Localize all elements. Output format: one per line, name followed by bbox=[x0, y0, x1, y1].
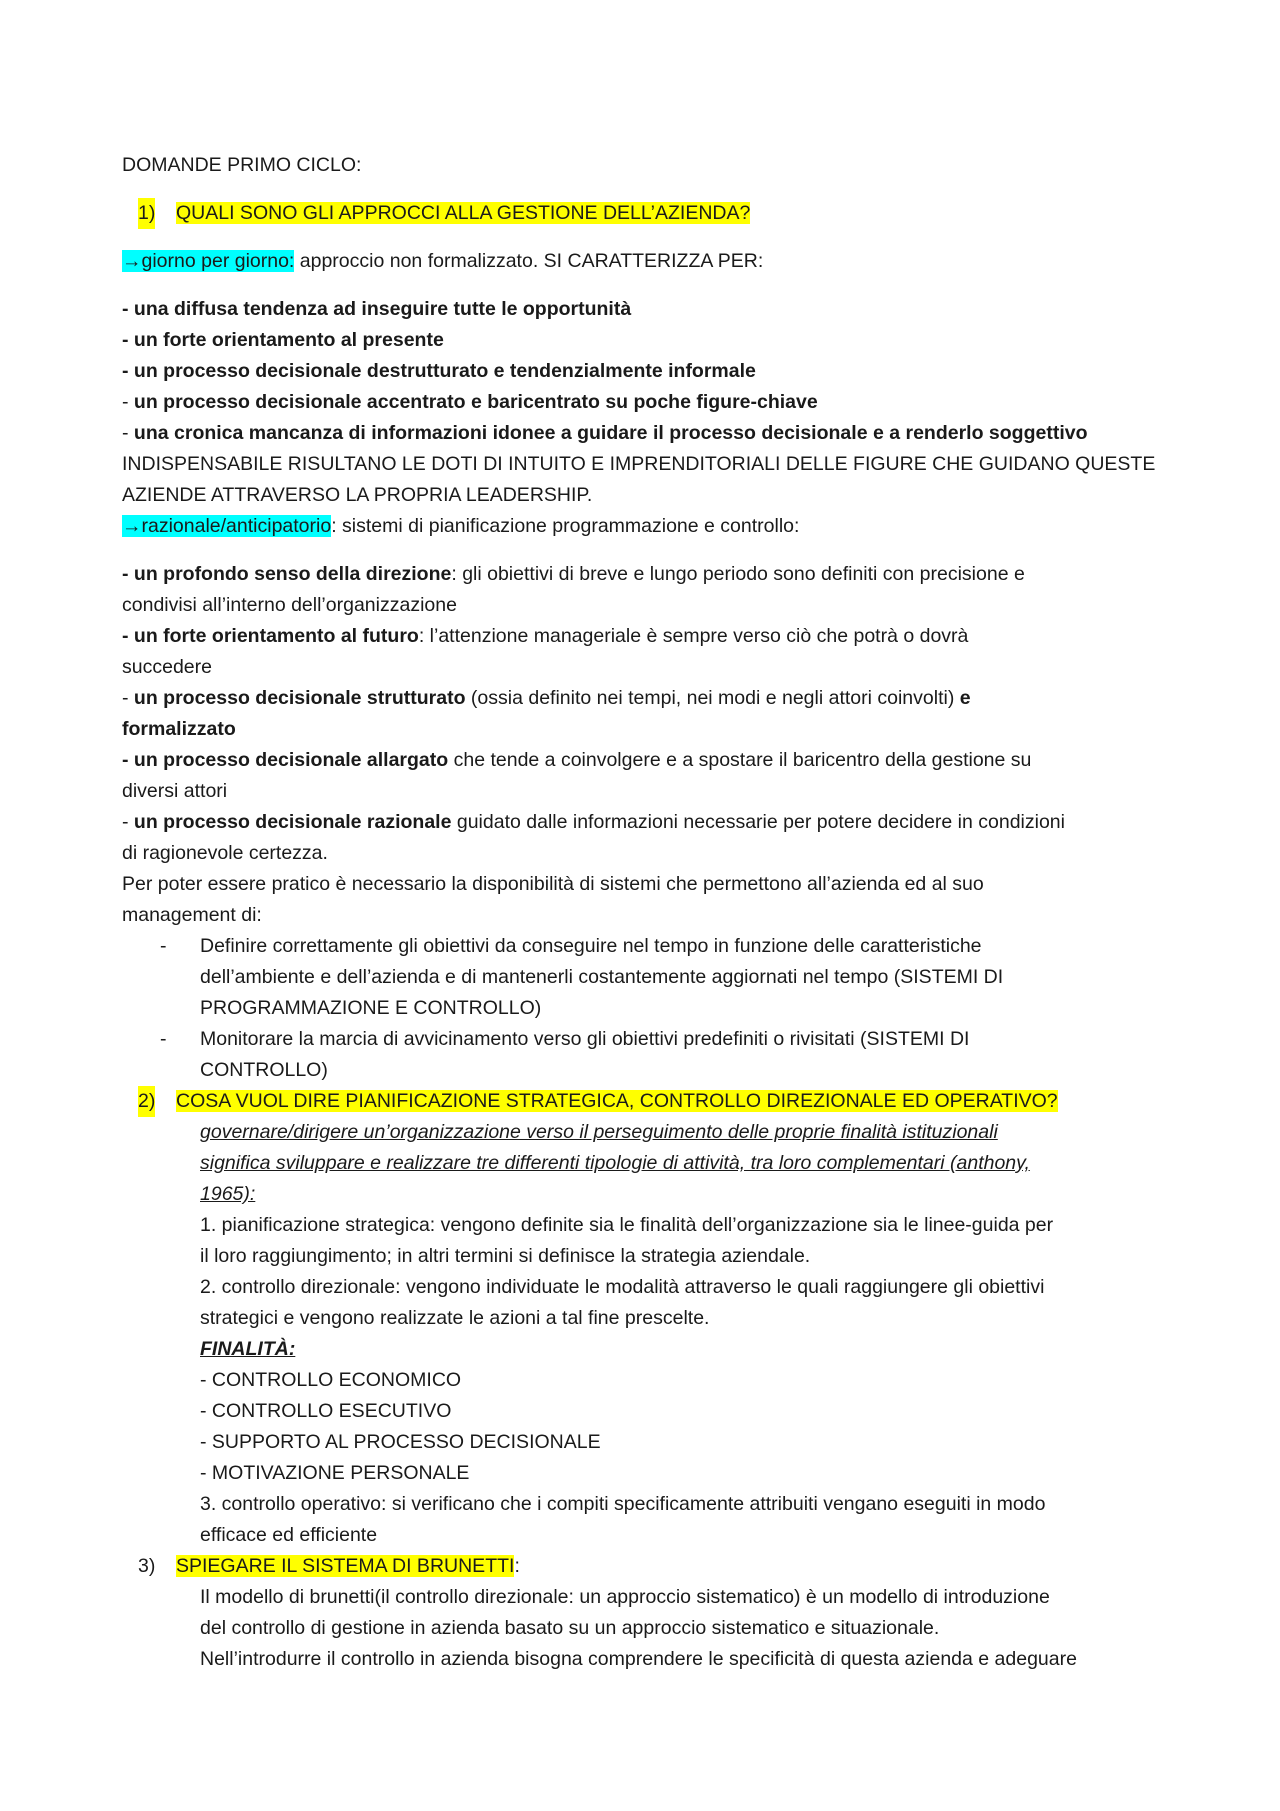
dash-bullet: - bbox=[160, 935, 167, 957]
question-3-heading bbox=[122, 1551, 1162, 1582]
q2-intro-line: 1965): bbox=[200, 1183, 256, 1205]
dash-item bbox=[122, 931, 1162, 962]
finalita-heading: FINALITÀ: bbox=[200, 1338, 296, 1360]
finalita-item: - MOTIVAZIONE PERSONALE bbox=[200, 1462, 470, 1484]
approach-day-by-day-label: →giorno per giorno: bbox=[122, 250, 295, 272]
q2-point-1-cont: il loro raggiungimento; in altri termini si definisce la strategia aziendale. bbox=[200, 1245, 811, 1267]
conclusion-line: INDISPENSABILE RISULTANO LE DOTI DI INTUITO E IMPRENDITORIALI DELLE FIGURE CHE GUIDANO QUESTE bbox=[122, 453, 1156, 475]
q3-body-line: del controllo di gestione in azienda basato su un approccio sistematico e situazionale. bbox=[200, 1617, 940, 1639]
list-item-text: una cronica mancanza di informazioni idonee a guidare il processo decisionale e a renderlo soggettivo bbox=[133, 422, 1088, 444]
paragraph-line: Per poter essere pratico è necessario la disponibilità di sistemi che permettono all’azienda ed al suo bbox=[122, 873, 984, 895]
list-item-continuation: di ragionevole certezza. bbox=[122, 842, 328, 864]
document-page bbox=[122, 150, 1162, 1675]
question-2-heading bbox=[122, 1086, 1162, 1117]
list-item-bold: - un forte orientamento al futuro bbox=[122, 625, 419, 647]
question-3-colon: : bbox=[514, 1555, 520, 1577]
list-item bbox=[122, 745, 1162, 776]
question-2-title: COSA VUOL DIRE PIANIFICAZIONE STRATEGICA, CONTROLLO DIREZIONALE ED OPERATIVO? bbox=[176, 1090, 1058, 1112]
approach-day-by-day-text: approccio non formalizzato. SI CARATTERIZZA PER: bbox=[294, 250, 764, 272]
list-item-text: guidato dalle informazioni necessarie per potere decidere in condizioni bbox=[451, 811, 1065, 833]
dash-bullet: - bbox=[160, 1028, 167, 1050]
doc-title: DOMANDE PRIMO CICLO: bbox=[122, 154, 362, 176]
question-1-number: 1) bbox=[138, 198, 155, 229]
dash-item-text: Definire correttamente gli obiettivi da conseguire nel tempo in funzione delle caratteristiche bbox=[200, 935, 982, 957]
q2-point-1: 1. pianificazione strategica: vengono definite sia le finalità dell’organizzazione sia le linee-guida per bbox=[200, 1214, 1054, 1236]
approach-day-by-day bbox=[122, 246, 1162, 277]
list-item-text: che tende a coinvolgere e a spostare il baricentro della gestione su bbox=[448, 749, 1032, 771]
question-1-heading bbox=[122, 198, 1162, 229]
list-item-bold: e bbox=[959, 687, 971, 709]
q3-body-line: Il modello di brunetti(il controllo direzionale: un approccio sistematico) è un modello di introduzione bbox=[200, 1586, 1050, 1608]
list-item: - un forte orientamento al presente bbox=[122, 329, 444, 351]
dash-item-continuation: PROGRAMMAZIONE E CONTROLLO) bbox=[200, 997, 542, 1019]
list-item-continuation: diversi attori bbox=[122, 780, 228, 802]
q3-body-line: Nell’introdurre il controllo in azienda bisogna comprendere le specificità di questa azienda e adeguare bbox=[200, 1648, 1077, 1670]
list-item-bold: - un profondo senso della direzione bbox=[122, 563, 452, 585]
list-item: - una diffusa tendenza ad inseguire tutte le opportunità bbox=[122, 298, 632, 320]
list-item: - un processo decisionale strutturato (ossia definito nei tempi, nei modi e negli attori coinvolti) e bbox=[122, 687, 971, 709]
q2-point-3: 3. controllo operativo: si verificano che i compiti specificamente attribuiti vengano eseguiti in modo bbox=[200, 1493, 1046, 1515]
finalita-item: - CONTROLLO ESECUTIVO bbox=[200, 1400, 452, 1422]
finalita-item: - CONTROLLO ECONOMICO bbox=[200, 1369, 462, 1391]
list-item-text: : gli obiettivi di breve e lungo periodo sono definiti con precisione e bbox=[451, 563, 1025, 585]
list-item-continuation: formalizzato bbox=[122, 718, 236, 740]
list-item: - una cronica mancanza di informazioni idonee a guidare il processo decisionale e a renderlo soggettivo bbox=[122, 422, 1088, 444]
conclusion-line: AZIENDE ATTRAVERSO LA PROPRIA LEADERSHIP. bbox=[122, 484, 593, 506]
list-item-text: (ossia definito nei tempi, nei modi e negli attori coinvolti) bbox=[465, 687, 960, 709]
q2-intro-line: governare/dirigere un’organizzazione verso il perseguimento delle proprie finalità istituzionali bbox=[200, 1121, 998, 1143]
question-3-number: 3) bbox=[138, 1555, 156, 1577]
dash-item bbox=[122, 1024, 1162, 1055]
list-item: - un processo decisionale accentrato e baricentrato su poche figure-chiave bbox=[122, 391, 818, 413]
list-item bbox=[122, 621, 1162, 652]
list-item-continuation: succedere bbox=[122, 656, 212, 678]
paragraph-line: management di: bbox=[122, 904, 262, 926]
list-item-continuation: condivisi all’interno dell’organizzazione bbox=[122, 594, 457, 616]
question-2-number: 2) bbox=[138, 1086, 155, 1117]
question-3-title: SPIEGARE IL SISTEMA DI BRUNETTI bbox=[176, 1555, 515, 1577]
q2-point-2: 2. controllo direzionale: vengono individuate le modalità attraverso le quali raggiungere gli obiettivi bbox=[200, 1276, 1045, 1298]
q2-point-2-cont: strategici e vengono realizzate le azioni a tal fine prescelte. bbox=[200, 1307, 710, 1329]
list-item-text: un processo decisionale accentrato e baricentrato su poche figure-chiave bbox=[133, 391, 818, 413]
approach-rational-label: →razionale/anticipatorio bbox=[122, 515, 332, 537]
approach-rational bbox=[122, 511, 1162, 542]
dash-item-continuation: CONTROLLO) bbox=[200, 1059, 328, 1081]
list-item-bold: un processo decisionale razionale bbox=[133, 811, 452, 833]
q2-point-3-cont: efficace ed efficiente bbox=[200, 1524, 378, 1546]
dash-item-continuation: dell’ambiente e dell’azienda e di mantenerli costantemente aggiornati nel tempo (SISTEMI DI bbox=[200, 966, 1004, 988]
list-item bbox=[122, 559, 1162, 590]
dash-item-text: Monitorare la marcia di avvicinamento verso gli obiettivi predefiniti o rivisitati (SISTEMI DI bbox=[200, 1028, 970, 1050]
finalita-item: - SUPPORTO AL PROCESSO DECISIONALE bbox=[200, 1431, 601, 1453]
list-item-text: : l’attenzione manageriale è sempre verso ciò che potrà o dovrà bbox=[418, 625, 969, 647]
q2-intro-line: significa sviluppare e realizzare tre differenti tipologie di attività, tra loro complementari (anthony, bbox=[200, 1152, 1030, 1174]
approach-rational-text: : sistemi di pianificazione programmazione e controllo: bbox=[331, 515, 800, 537]
list-item-bold: - un processo decisionale allargato bbox=[122, 749, 449, 771]
list-item: - un processo decisionale razionale guidato dalle informazioni necessarie per potere decidere in condizioni bbox=[122, 811, 1065, 833]
list-item-bold: un processo decisionale strutturato bbox=[133, 687, 466, 709]
list-item: - un processo decisionale destrutturato e tendenzialmente informale bbox=[122, 360, 756, 382]
question-1-title: QUALI SONO GLI APPROCCI ALLA GESTIONE DELL’AZIENDA? bbox=[176, 202, 751, 224]
